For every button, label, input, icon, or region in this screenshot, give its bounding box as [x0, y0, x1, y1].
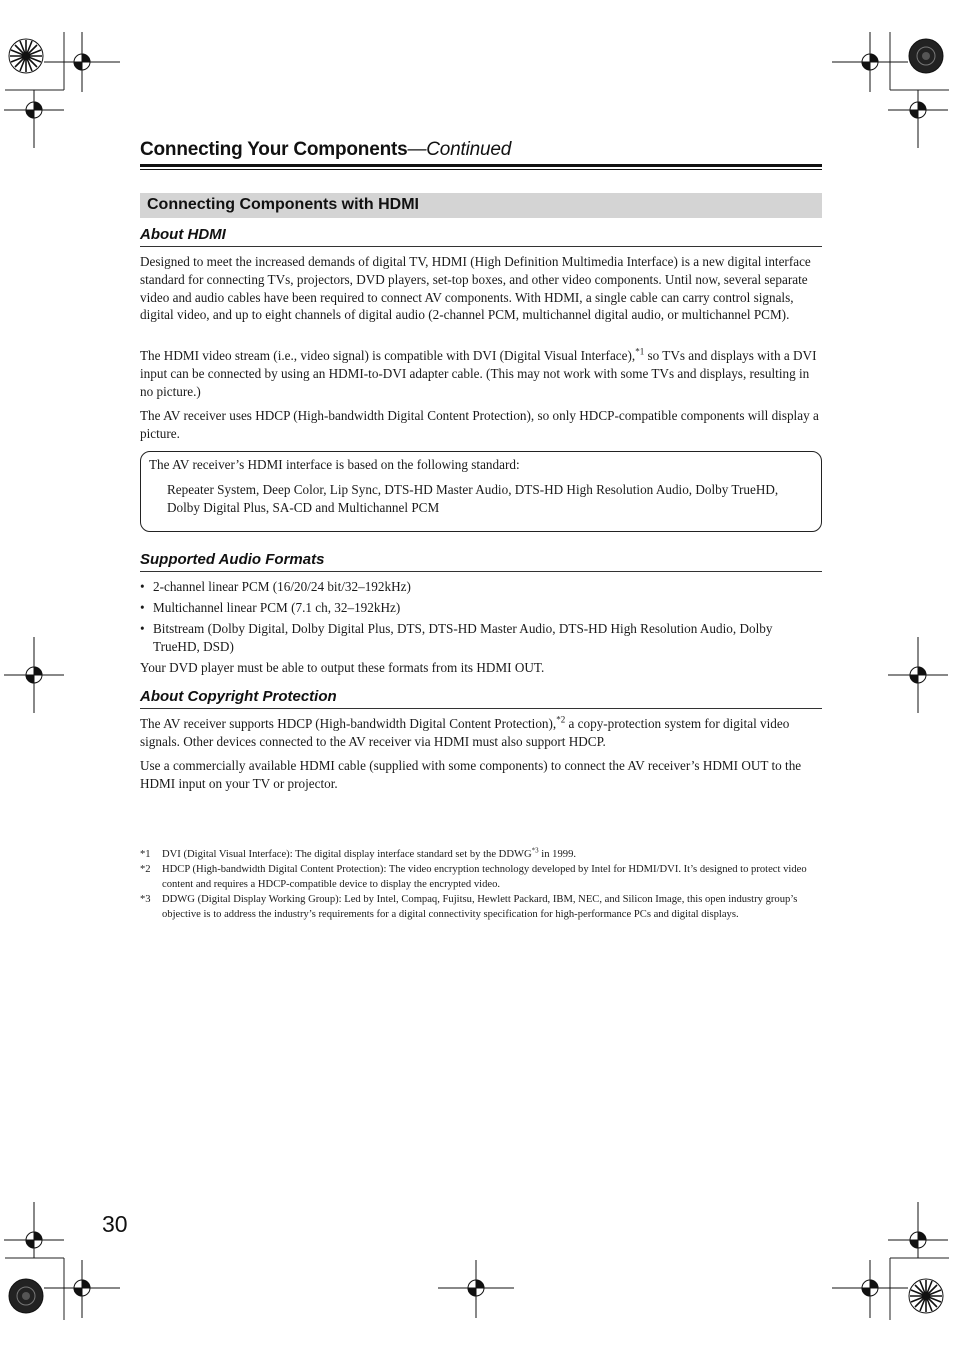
list-item-text: 2-channel linear PCM (16/20/24 bit/32–192kHz) — [153, 579, 411, 594]
footnote-text-b: in 1999. — [538, 849, 577, 860]
audio-formats-note: Your DVD player must be able to output these formats from its HDMI OUT. — [140, 660, 545, 675]
audio-formats-heading: Supported Audio Formats — [140, 551, 822, 572]
p2-text-b: so TVs and displays with a DVI input can be connected by using an HDMI-to-DVI adapter cable. (This may not work with some TVs and displays, resulting in no picture.) — [140, 348, 817, 399]
list-item-text: Bitstream (Dolby Digital, Dolby Digital Plus, DTS, DTS-HD Master Audio, DTS-HD High Resolution Audio, Dolby TrueHD, DSD) — [153, 621, 773, 654]
header-rule-thick — [140, 164, 822, 167]
standard-intro: The AV receiver’s HDMI interface is based on the following standard: — [149, 457, 520, 472]
about-hdmi-paragraph-1: Designed to meet the increased demands of digital TV, HDMI (High Definition Multimedia Interface) is a new digital interface standard for connecting TVs, projectors, DVD players, set-top boxes, and other video components. Until now, several separate video and audio cables have been required to connect AV components. With HDMI, a single cable can carry control signals, digital video, and up to eight channels of digital audio (2-channel PCM, multichannel digital audio, or multichannel PCM). — [140, 254, 811, 323]
header-continued: —Continued — [407, 139, 512, 160]
footnote-mark: *2 — [140, 864, 151, 875]
page-number: 30 — [102, 1211, 128, 1237]
section-band — [140, 193, 822, 218]
copyright-heading: About Copyright Protection — [140, 688, 822, 709]
audio-formats-list — [140, 578, 822, 659]
footnote-ref-1: *1 — [635, 346, 645, 357]
header-rule-thin — [140, 169, 822, 170]
footnote-text: DDWG (Digital Display Working Group): Led by Intel, Compaq, Fujitsu, Hewlett Packard, IBM, NEC, and Silicon Image, this open industry group’s objective is to address the industry’s requirements for a digital connectivity specification for high-performance PCs and digital displays. — [162, 894, 798, 920]
footnote-text — [162, 847, 822, 862]
hdmi-standard-box — [140, 451, 822, 532]
about-hdmi-paragraph-2 — [140, 347, 822, 400]
header-title: Connecting Your Components — [140, 139, 408, 160]
footnote-ref-2: *2 — [556, 714, 566, 725]
bullet-mark: • — [140, 621, 145, 636]
bullet-mark: • — [140, 579, 145, 594]
list-item — [140, 578, 822, 596]
footnote-mark: *3 — [140, 894, 151, 905]
list-item — [140, 599, 822, 617]
copyright-text-b: a copy-protection system for digital video signals. Other devices connected to the AV receiver via HDMI must also support HDCP. — [140, 716, 790, 749]
running-header — [140, 139, 822, 161]
p2-text-a: The HDMI video stream (i.e., video signal) is compatible with DVI (Digital Visual Interface), — [140, 348, 636, 363]
footnote-mark: *1 — [140, 849, 151, 860]
copyright-text-a: The AV receiver supports HDCP (High-bandwidth Digital Content Protection), — [140, 716, 557, 731]
list-item — [140, 620, 822, 655]
footnote-text-a: DVI (Digital Visual Interface): The digital display interface standard set by the DDWG — [162, 849, 532, 860]
about-hdmi-heading: About HDMI — [140, 226, 822, 247]
bullet-mark: • — [140, 600, 145, 615]
footnote-ref-3: *3 — [531, 846, 539, 855]
standard-list: Repeater System, Deep Color, Lip Sync, DTS-HD Master Audio, DTS-HD High Resolution Audio, Dolby TrueHD, Dolby Digital Plus, SA-CD and Multichannel PCM — [167, 482, 779, 515]
footnote-text: HDCP (High-bandwidth Digital Content Protection): The video encryption technology developed by Intel for HDMI/DVI. It’s designed to protect video content and requires a HDCP-compatible device to display the encrypted video. — [162, 864, 807, 890]
about-hdmi-paragraph-3: The AV receiver uses HDCP (High-bandwidth Digital Content Protection), so only HDCP-compatible components will display a picture. — [140, 408, 819, 441]
copyright-paragraph-1 — [140, 715, 822, 751]
list-item-text: Multichannel linear PCM (7.1 ch, 32–192kHz) — [153, 600, 401, 615]
section-title: Connecting Components with HDMI — [147, 196, 419, 213]
copyright-paragraph-2: Use a commercially available HDMI cable (supplied with some components) to connect the AV receiver’s HDMI OUT to the HDMI input on your TV or projector. — [140, 758, 802, 791]
